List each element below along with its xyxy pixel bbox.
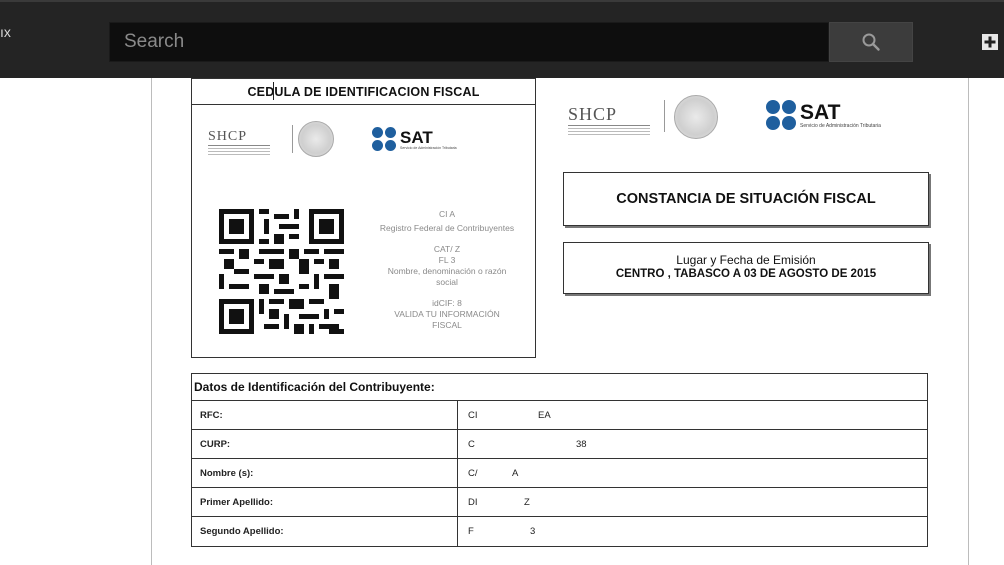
document-page [151, 78, 969, 565]
shcp-subtext-icon [568, 128, 650, 136]
sat-tagline: Servicio de Administración Tributaria [400, 145, 457, 150]
shcp-logo [208, 129, 270, 156]
name-label: Nombre, denominación o razón social [387, 266, 507, 287]
cedula-info [357, 209, 537, 331]
row-value-a: F [468, 526, 474, 537]
row-value [458, 430, 927, 458]
rfc-label: Registro Federal de Contribuyentes [379, 223, 515, 233]
sat-logo-text: SAT [400, 127, 433, 147]
cedula-card [191, 78, 536, 358]
table-row [192, 401, 927, 430]
table-row [192, 430, 927, 459]
row-key: CURP: [192, 430, 458, 458]
row-value-a: C [468, 438, 475, 450]
lugar-fecha-box [563, 242, 929, 294]
table-row [192, 459, 927, 488]
lugar-label: Lugar y Fecha de Emisión [676, 253, 816, 267]
mexico-seal-icon [298, 121, 334, 157]
add-button[interactable] [982, 34, 998, 50]
logo-fragment[interactable]: ıx [0, 24, 11, 40]
row-value-b: 3 [530, 526, 536, 537]
row-value-b: Z [524, 496, 530, 508]
shcp-logo-right-text: SHCP [568, 104, 650, 126]
sat-logo-right [766, 100, 881, 130]
sat-dots-icon [766, 100, 796, 130]
name-partial-2: FL 3 [438, 255, 456, 265]
cedula-title: CEDULA DE IDENTIFICACION FISCAL [192, 79, 535, 105]
search-button[interactable] [829, 22, 913, 62]
row-value-b: EA [538, 409, 551, 421]
name-partial: CAT/ Z [433, 244, 461, 254]
datos-table [191, 373, 928, 547]
row-key: Nombre (s): [192, 459, 458, 487]
row-value [458, 488, 927, 516]
table-row [192, 488, 927, 517]
mexico-seal-icon [674, 95, 718, 139]
sat-dots-icon [372, 127, 396, 151]
idcif: idCIF: 8 [432, 298, 462, 308]
shcp-logo-right [568, 104, 650, 136]
plus-icon [984, 36, 996, 48]
row-value-a: DI [468, 496, 478, 508]
row-value-b: A [512, 467, 519, 479]
shcp-subtext-icon [208, 148, 270, 156]
row-value [458, 517, 927, 546]
row-value [458, 459, 927, 487]
top-bar [0, 0, 1004, 78]
row-value-a: CI [468, 409, 478, 421]
divider [292, 125, 293, 153]
table-row [192, 517, 927, 546]
datos-title: Datos de Identificación del Contribuyente: [192, 374, 927, 401]
search-input[interactable] [110, 23, 828, 61]
row-key: Segundo Apellido: [192, 517, 458, 546]
row-value [458, 401, 927, 429]
sat-tagline-right: Servicio de Administración Tributaria [800, 122, 881, 129]
magnifier-icon [861, 32, 881, 52]
constancia-title: CONSTANCIA DE SITUACIÓN FISCAL [616, 191, 876, 207]
qr-code-icon [219, 209, 344, 334]
row-value-a: C/ [468, 467, 478, 479]
lugar-value: CENTRO , TABASCO A 03 DE AGOSTO DE 2015 [615, 268, 877, 280]
row-key: Primer Apellido: [192, 488, 458, 516]
divider [664, 100, 665, 132]
row-key: RFC: [192, 401, 458, 429]
shcp-logo-text: SHCP [208, 129, 270, 146]
rfc-partial: CI A [438, 209, 456, 219]
text-cursor-icon [273, 82, 279, 100]
row-value-b: 38 [576, 438, 587, 450]
sat-logo-right-text: SAT [800, 100, 841, 124]
search-box[interactable] [109, 22, 829, 62]
constancia-title-box [563, 172, 929, 226]
sat-logo [372, 127, 457, 151]
valida-label: VALIDA TU INFORMACIÓN FISCAL [394, 309, 500, 330]
